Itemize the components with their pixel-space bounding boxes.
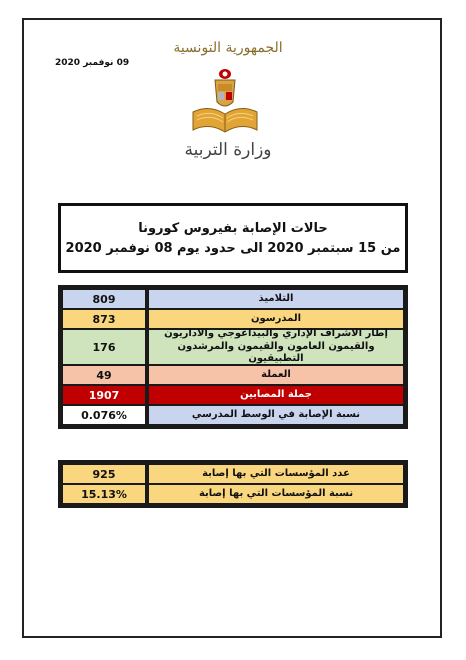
republic-calligraphy: الجمهورية التونسية: [173, 40, 283, 56]
table-row: [63, 485, 403, 503]
title-box: [58, 203, 408, 273]
label-cell: العملة: [149, 366, 403, 384]
label-cell: إطار الاشراف الإداري والبيداغوجي والاداريون والقيمون العامون والقيمون والمرشدون التطبيقيون: [149, 330, 403, 364]
label-cell: نسبة المؤسسات التي بها إصابة: [149, 485, 403, 503]
label-cell: نسبة الإصابة في الوسط المدرسي: [149, 406, 403, 424]
title-line-1: حالات الإصابة بفيروس كورونا: [138, 220, 328, 236]
value-cell: 15.13%: [63, 485, 145, 503]
value-cell: 0.076%: [63, 406, 145, 424]
label-cell: التلاميذ: [149, 290, 403, 308]
label-cell: جملة المصابين: [149, 386, 403, 404]
value-cell: 49: [63, 366, 145, 384]
ministry-emblem-icon: [185, 62, 265, 142]
table-row: [63, 330, 403, 364]
title-line-2: من 15 سبتمبر 2020 الى حدود يوم 08 نوفمبر 2020: [65, 240, 401, 256]
value-cell: 1907: [63, 386, 145, 404]
label-cell: المدرسون: [149, 310, 403, 328]
schools-table: [58, 460, 408, 508]
value-cell: 873: [63, 310, 145, 328]
cases-table: [58, 285, 408, 429]
table-row: [63, 290, 403, 308]
table-row: [63, 386, 403, 404]
value-cell: 925: [63, 465, 145, 483]
value-cell: 809: [63, 290, 145, 308]
value-cell: 176: [63, 330, 145, 364]
table-row: [63, 310, 403, 328]
document-date: 09 نوفمبر 2020: [55, 58, 130, 68]
label-cell: عدد المؤسسات التي بها إصابة: [149, 465, 403, 483]
table-row: [63, 465, 403, 483]
table-row: [63, 406, 403, 424]
ministry-calligraphy: وزارة التربية: [184, 140, 272, 160]
table-row: [63, 366, 403, 384]
